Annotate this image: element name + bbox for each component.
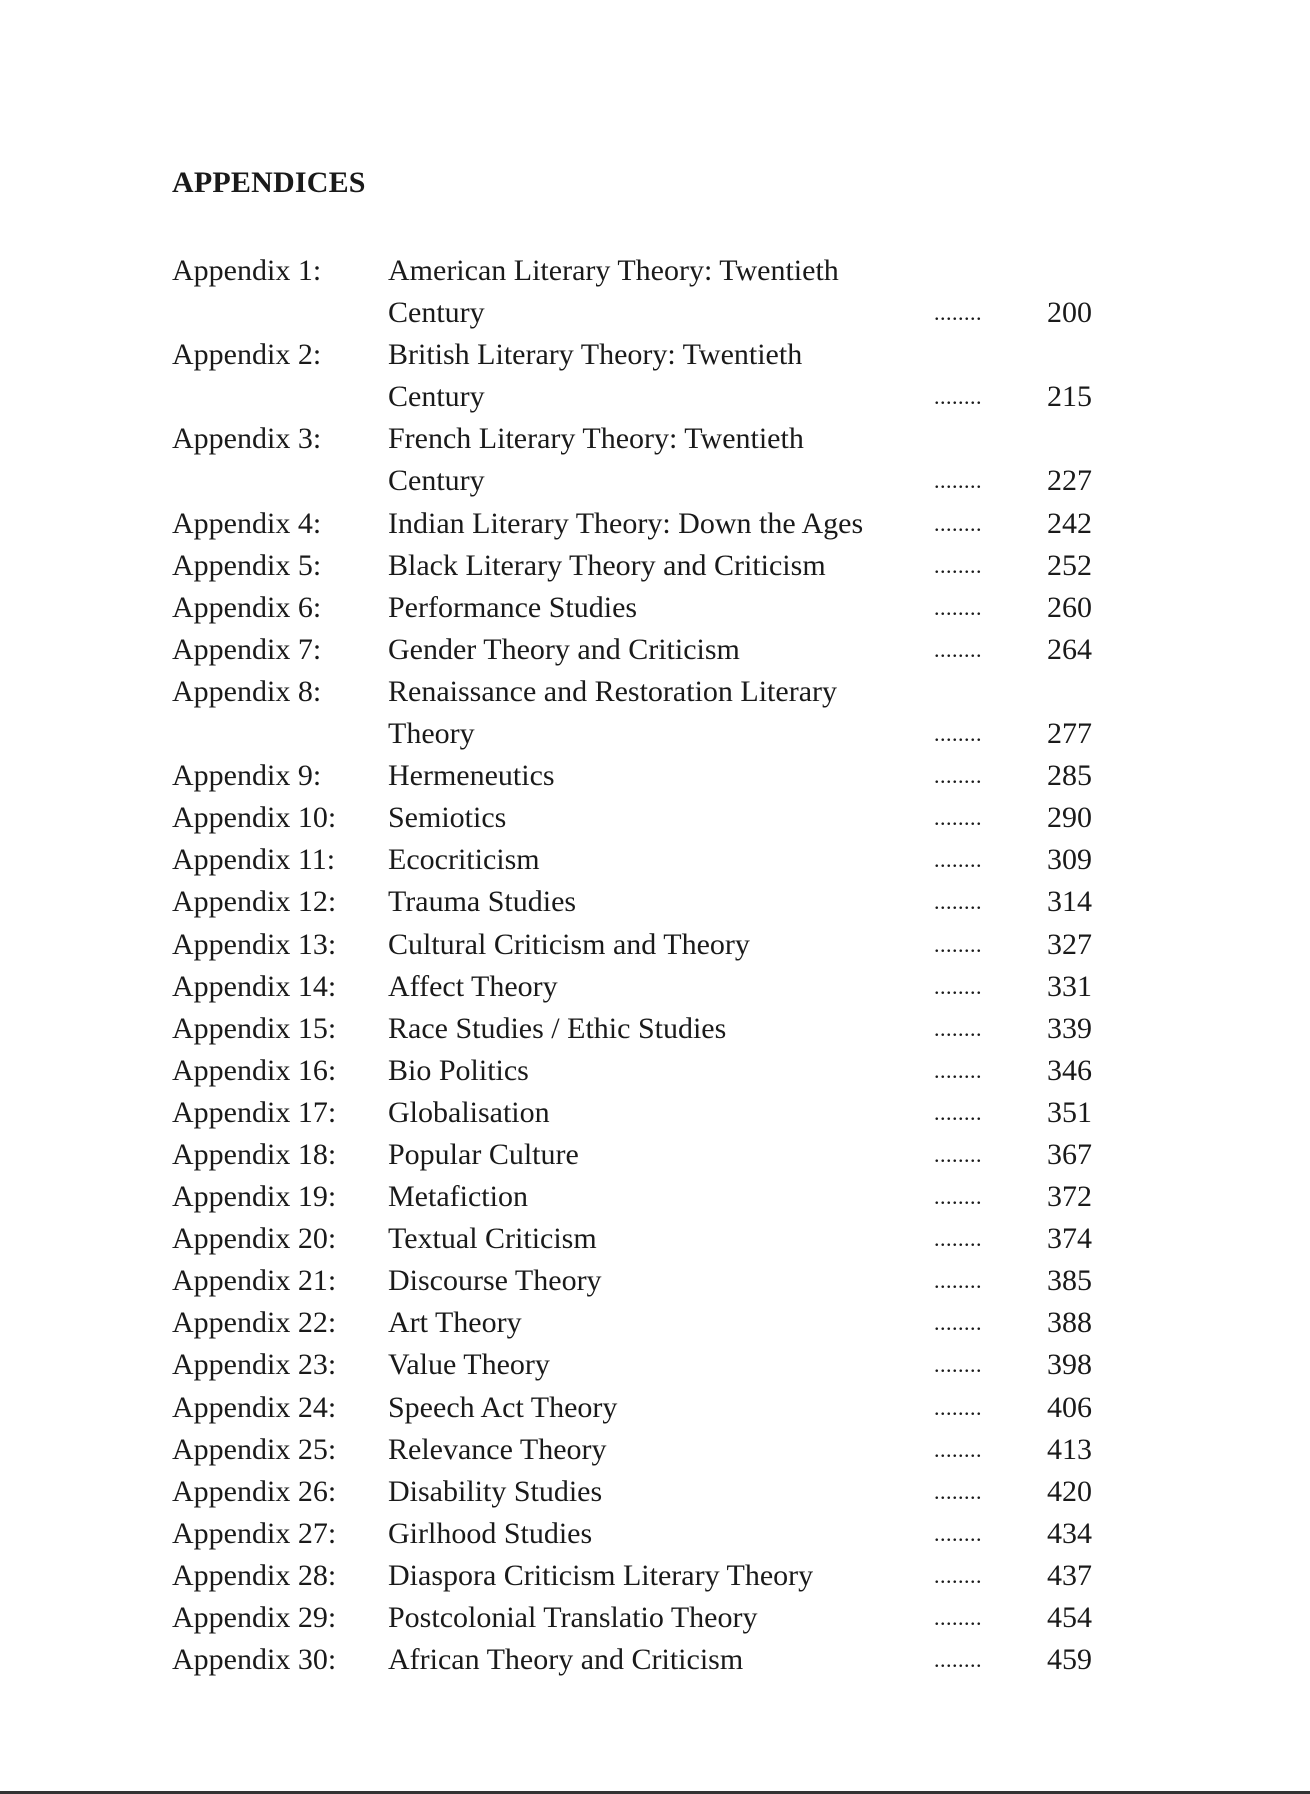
toc-entry[interactable]	[172, 1597, 1092, 1639]
page-number: 331	[1047, 969, 1092, 1003]
toc-entry[interactable]	[172, 545, 1092, 587]
toc-entry[interactable]	[172, 755, 1092, 797]
toc-line	[172, 966, 1092, 1008]
appendix-title: Semiotics	[388, 801, 507, 835]
toc-entry[interactable]	[172, 629, 1092, 671]
appendix-label: Appendix 14:	[172, 969, 337, 1003]
appendix-label: Appendix 8:	[172, 674, 322, 708]
dot-leader: ........	[934, 510, 982, 536]
appendix-title: Performance Studies	[388, 590, 638, 624]
appendix-label: Appendix 22:	[172, 1306, 337, 1340]
page-number: 351	[1047, 1095, 1092, 1129]
appendix-title: Discourse Theory	[388, 1264, 602, 1298]
appendix-title: American Literary Theory: Twentieth	[388, 254, 839, 287]
toc-line	[172, 924, 1092, 966]
appendix-label: Appendix 1:	[172, 254, 322, 287]
page-number: 285	[1047, 759, 1092, 793]
toc-line	[172, 1092, 1092, 1134]
page-number: 260	[1047, 590, 1092, 624]
toc-line	[172, 1597, 1092, 1639]
toc-line	[172, 839, 1092, 881]
toc-line	[172, 671, 1092, 713]
toc-line	[172, 1344, 1092, 1386]
dot-leader: ........	[934, 847, 982, 873]
appendix-title: Textual Criticism	[388, 1222, 597, 1256]
page-number: 314	[1047, 885, 1092, 919]
toc-entry[interactable]	[172, 1092, 1092, 1134]
appendix-label: Appendix 21:	[172, 1264, 337, 1298]
toc-line	[172, 797, 1092, 839]
appendix-title: Ecocriticism	[388, 843, 540, 877]
appendix-title: African Theory and Criticism	[388, 1643, 744, 1677]
toc-line	[172, 1513, 1092, 1555]
toc-entry[interactable]	[172, 1555, 1092, 1597]
appendix-title: British Literary Theory: Twentieth	[388, 338, 803, 372]
appendix-label: Appendix 24:	[172, 1390, 337, 1424]
page-number: 277	[1047, 717, 1092, 751]
appendix-title: Century	[388, 380, 485, 414]
appendix-label: Appendix 3:	[172, 422, 322, 456]
page-number: 367	[1047, 1137, 1092, 1171]
dot-leader: ........	[934, 763, 982, 789]
toc-entry[interactable]	[172, 1513, 1092, 1555]
dot-leader: ........	[934, 1184, 982, 1210]
page-number: 346	[1047, 1053, 1092, 1087]
toc-line	[172, 1134, 1092, 1176]
toc-line	[172, 1302, 1092, 1344]
appendix-label: Appendix 9:	[172, 759, 322, 793]
toc-entry[interactable]	[172, 1344, 1092, 1386]
page-number: 327	[1047, 927, 1092, 961]
appendix-label: Appendix 20:	[172, 1222, 337, 1256]
toc-entry[interactable]	[172, 1471, 1092, 1513]
dot-leader: ........	[934, 805, 982, 831]
toc-entry[interactable]	[172, 1218, 1092, 1260]
appendix-label: Appendix 27:	[172, 1516, 337, 1550]
page-number: 388	[1047, 1306, 1092, 1340]
dot-leader: ........	[934, 1226, 982, 1252]
appendix-title: Relevance Theory	[388, 1432, 607, 1466]
dot-leader: ........	[934, 1141, 982, 1167]
page-number: 339	[1047, 1011, 1092, 1045]
toc-line	[172, 1260, 1092, 1302]
dot-leader: ........	[934, 1057, 982, 1083]
appendix-label: Appendix 5:	[172, 548, 322, 582]
appendix-title: Hermeneutics	[388, 759, 555, 793]
toc-entry[interactable]	[172, 1387, 1092, 1429]
toc-line	[172, 1218, 1092, 1260]
dot-leader: ........	[934, 1268, 982, 1294]
appendix-title: Gender Theory and Criticism	[388, 632, 740, 666]
toc-entry[interactable]	[172, 924, 1092, 966]
appendix-title: Diaspora Criticism Literary Theory	[388, 1558, 814, 1592]
appendix-title: Century	[388, 296, 485, 330]
appendix-label: Appendix 16:	[172, 1053, 337, 1087]
toc-entry[interactable]	[172, 334, 1092, 418]
appendix-label: Appendix 23:	[172, 1348, 337, 1382]
dot-leader: ........	[934, 468, 982, 494]
page-number: 434	[1047, 1516, 1092, 1550]
appendix-label: Appendix 19:	[172, 1180, 337, 1214]
page-number: 242	[1047, 506, 1092, 540]
appendix-label: Appendix 2:	[172, 338, 322, 372]
page-number: 437	[1047, 1558, 1092, 1592]
page-number: 227	[1047, 464, 1092, 498]
toc-line	[172, 713, 1092, 755]
toc-line	[172, 587, 1092, 629]
page-number: 372	[1047, 1180, 1092, 1214]
appendix-label: Appendix 10:	[172, 801, 337, 835]
toc-entry[interactable]	[172, 1260, 1092, 1302]
toc-line	[172, 460, 1092, 502]
page-number: 374	[1047, 1222, 1092, 1256]
toc-entry[interactable]	[172, 587, 1092, 629]
toc-line	[172, 629, 1092, 671]
appendix-title: Indian Literary Theory: Down the Ages	[388, 506, 864, 540]
appendix-label: Appendix 17:	[172, 1095, 337, 1129]
page-number: 459	[1047, 1643, 1092, 1677]
appendix-title: Metafiction	[388, 1180, 528, 1214]
appendix-title: Girlhood Studies	[388, 1516, 593, 1550]
dot-leader: ........	[934, 889, 982, 915]
toc-entry[interactable]	[172, 503, 1092, 545]
toc-line	[172, 503, 1092, 545]
appendix-title: Postcolonial Translatio Theory	[388, 1601, 758, 1634]
appendix-title: French Literary Theory: Twentieth	[388, 422, 804, 456]
toc-line	[172, 1429, 1092, 1471]
appendix-title: Popular Culture	[388, 1137, 579, 1171]
page-number: 264	[1047, 632, 1092, 666]
dot-leader: ........	[934, 636, 982, 662]
appendix-title: Disability Studies	[388, 1474, 603, 1508]
toc-entry[interactable]	[172, 797, 1092, 839]
appendix-title: Race Studies / Ethic Studies	[388, 1011, 727, 1045]
appendix-title: Black Literary Theory and Criticism	[388, 548, 826, 582]
toc-line	[172, 755, 1092, 797]
toc-entry[interactable]	[172, 881, 1092, 923]
appendix-label: Appendix 12:	[172, 885, 337, 919]
toc-entry[interactable]	[172, 1639, 1092, 1681]
toc-line	[172, 250, 1092, 292]
appendix-title: Speech Act Theory	[388, 1390, 618, 1424]
appendix-label: Appendix 6:	[172, 590, 322, 624]
dot-leader: ........	[934, 1099, 982, 1125]
appendix-title: Century	[388, 464, 485, 498]
page-number: 454	[1047, 1601, 1092, 1634]
page-number: 309	[1047, 843, 1092, 877]
dot-leader: ........	[934, 1605, 982, 1630]
appendix-label: Appendix 11:	[172, 843, 336, 877]
dot-leader: ........	[934, 1015, 982, 1041]
appendix-title: Globalisation	[388, 1095, 550, 1129]
dot-leader: ........	[934, 594, 982, 620]
toc-line	[172, 1555, 1092, 1597]
toc-entry[interactable]	[172, 1050, 1092, 1092]
appendix-label: Appendix 4:	[172, 506, 322, 540]
page-number: 290	[1047, 801, 1092, 835]
dot-leader: ........	[934, 1562, 982, 1588]
page-number: 200	[1047, 296, 1092, 330]
toc-entry[interactable]	[172, 1176, 1092, 1218]
appendix-label: Appendix 25:	[172, 1432, 337, 1466]
toc-line	[172, 418, 1092, 460]
page-number: 406	[1047, 1390, 1092, 1424]
toc-line	[172, 545, 1092, 587]
page-number: 413	[1047, 1432, 1092, 1466]
page-number: 398	[1047, 1348, 1092, 1382]
appendix-label: Appendix 26:	[172, 1474, 337, 1508]
appendix-title: Bio Politics	[388, 1053, 529, 1087]
page-number: 215	[1047, 380, 1092, 414]
dot-leader: ........	[934, 721, 982, 747]
toc-line	[172, 1387, 1092, 1429]
toc-entry[interactable]	[172, 1008, 1092, 1050]
toc-line	[172, 1176, 1092, 1218]
dot-leader: ........	[934, 1394, 982, 1420]
dot-leader: ........	[934, 1310, 982, 1336]
dot-leader: ........	[934, 1352, 982, 1378]
dot-leader: ........	[934, 1478, 982, 1504]
page-number: 420	[1047, 1474, 1092, 1508]
dot-leader: ........	[934, 300, 982, 326]
appendix-label: Appendix 15:	[172, 1011, 337, 1045]
page-heading: APPENDICES	[172, 166, 366, 199]
toc-line	[172, 292, 1092, 334]
appendix-title: Theory	[388, 717, 475, 751]
toc-entry[interactable]	[172, 966, 1092, 1008]
appendix-title: Renaissance and Restoration Literary	[388, 674, 838, 708]
appendix-label: Appendix 7:	[172, 632, 322, 666]
toc-entry[interactable]	[172, 1134, 1092, 1176]
toc-entry[interactable]	[172, 418, 1092, 502]
appendix-title: Art Theory	[388, 1306, 522, 1340]
toc-line	[172, 1050, 1092, 1092]
toc-line	[172, 376, 1092, 418]
dot-leader: ........	[934, 1520, 982, 1546]
toc-entry[interactable]	[172, 250, 1092, 334]
page-number: 252	[1047, 548, 1092, 582]
dot-leader: ........	[934, 1436, 982, 1462]
appendix-title: Cultural Criticism and Theory	[388, 927, 750, 961]
appendix-title: Value Theory	[388, 1348, 550, 1382]
appendix-label: Appendix 18:	[172, 1137, 337, 1171]
page-number: 385	[1047, 1264, 1092, 1298]
toc-entry[interactable]	[172, 1429, 1092, 1471]
toc-line	[172, 1639, 1092, 1681]
appendix-title: Affect Theory	[388, 969, 558, 1003]
toc-line	[172, 881, 1092, 923]
toc-line	[172, 1471, 1092, 1513]
dot-leader: ........	[934, 973, 982, 999]
toc-entry[interactable]	[172, 671, 1092, 755]
dot-leader: ........	[934, 552, 982, 578]
dot-leader: ........	[934, 931, 982, 957]
appendix-label: Appendix 29:	[172, 1601, 337, 1634]
toc-entry[interactable]	[172, 839, 1092, 881]
toc-entry[interactable]	[172, 1302, 1092, 1344]
dot-leader: ........	[934, 1647, 982, 1673]
appendix-label: Appendix 28:	[172, 1558, 337, 1592]
appendix-label: Appendix 13:	[172, 927, 337, 961]
table-of-contents	[172, 250, 1092, 1681]
dot-leader: ........	[934, 384, 982, 410]
appendix-title: Trauma Studies	[388, 885, 577, 919]
appendix-label: Appendix 30:	[172, 1643, 337, 1677]
toc-line	[172, 1008, 1092, 1050]
toc-line	[172, 334, 1092, 376]
